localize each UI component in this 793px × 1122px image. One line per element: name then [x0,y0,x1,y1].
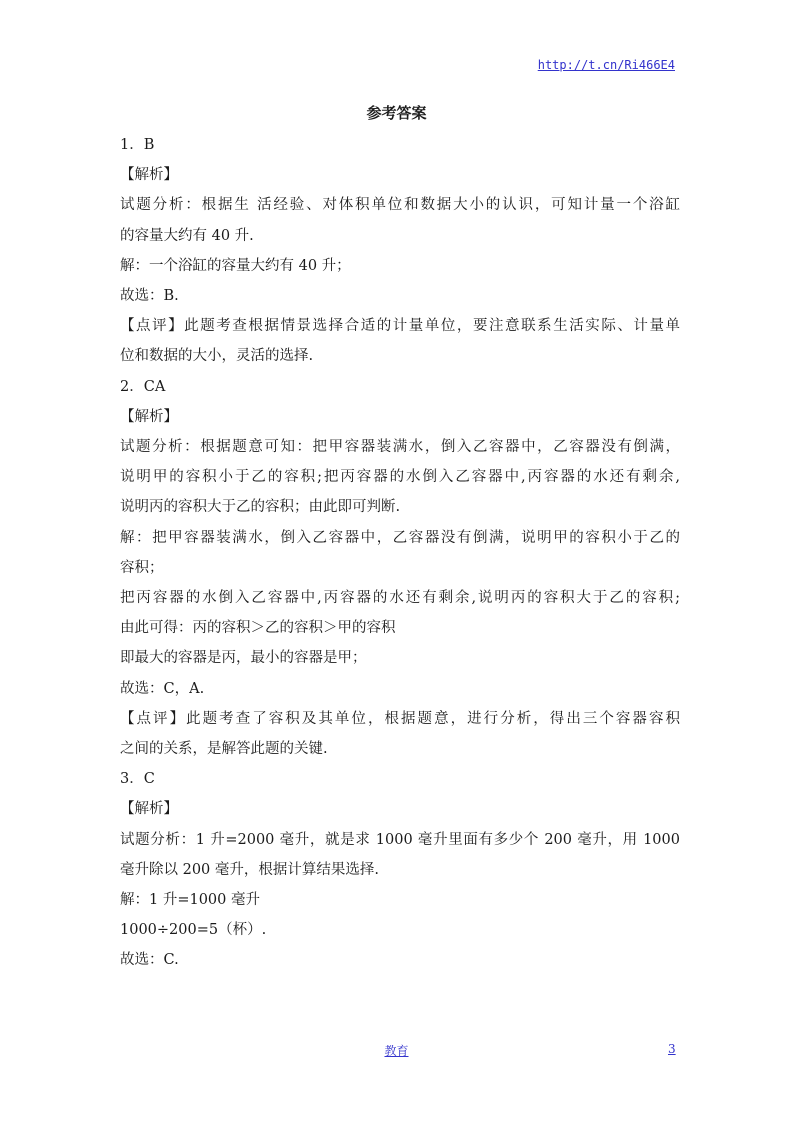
text-line: 解：把甲容器装满水，倒入乙容器中，乙容器没有倒满，说明甲的容积小于乙的 [120,529,680,546]
footer-link[interactable]: 教育 [384,1044,409,1058]
text-line: 【解析】 [120,801,178,818]
text-line: 解：1 升=1000 毫升 [120,892,260,909]
text-line: 说明甲的容积小于乙的容积;把丙容器的水倒入乙容器中,丙容器的水还有剩余, [120,469,680,486]
text-line: 故选：B. [120,288,179,305]
text-line: 说明丙的容积大于乙的容积；由此即可判断. [120,499,401,516]
text-line: 1000÷200=5（杯）. [120,922,267,939]
text-line: 即最大的容器是丙，最小的容器是甲； [120,650,367,667]
text-line: 【解析】 [120,167,178,184]
text-line: 容积； [120,559,164,576]
text-line: 把丙容器的水倒入乙容器中,丙容器的水还有剩余,说明丙的容积大于乙的容积; [120,590,680,607]
text-line: 【解析】 [120,408,178,425]
text-line: 3．C [120,771,155,788]
header-url-link[interactable]: http://t.cn/Ri466E4 [537,58,675,72]
text-line: 试题分析：根据生 活经验、对体积单位和数据大小的认识，可知计量一个浴缸 [120,197,680,214]
text-line: 1．B [120,137,155,153]
text-line: 故选：C，A. [120,680,205,697]
text-line: 由此可得：丙的容积＞乙的容积＞甲的容积 [120,620,396,637]
text-line: 毫升除以 200 毫升，根据计算结果选择. [120,861,380,878]
text-line: 的容量大约有 40 升. [120,227,254,244]
text-line: 2．CA [120,378,166,395]
text-line: 【点评】此题考查根据情景选择合适的计量单位，要注意联系生活实际、计量单 [120,318,680,335]
text-line: 位和数据的大小，灵活的选择. [120,348,314,365]
page-number[interactable]: 3 [668,1042,676,1056]
text-line: 之间的关系，是解答此题的关键. [120,741,328,758]
page-title: 参考答案 [366,104,427,122]
answer-body [120,130,680,976]
text-line: 试题分析：根据题意可知：把甲容器装满水，倒入乙容器中，乙容器没有倒满， [120,439,680,456]
text-line: 试题分析：1 升=2000 毫升，就是求 1000 毫升里面有多少个 200 毫升，用 1000 [120,831,680,848]
text-line: 解：一个浴缸的容量大约有 40 升； [120,257,351,274]
text-line: 【点评】此题考查了容积及其单位，根据题意，进行分析，得出三个容器容积 [120,710,680,727]
text-line: 故选：C. [120,952,179,969]
